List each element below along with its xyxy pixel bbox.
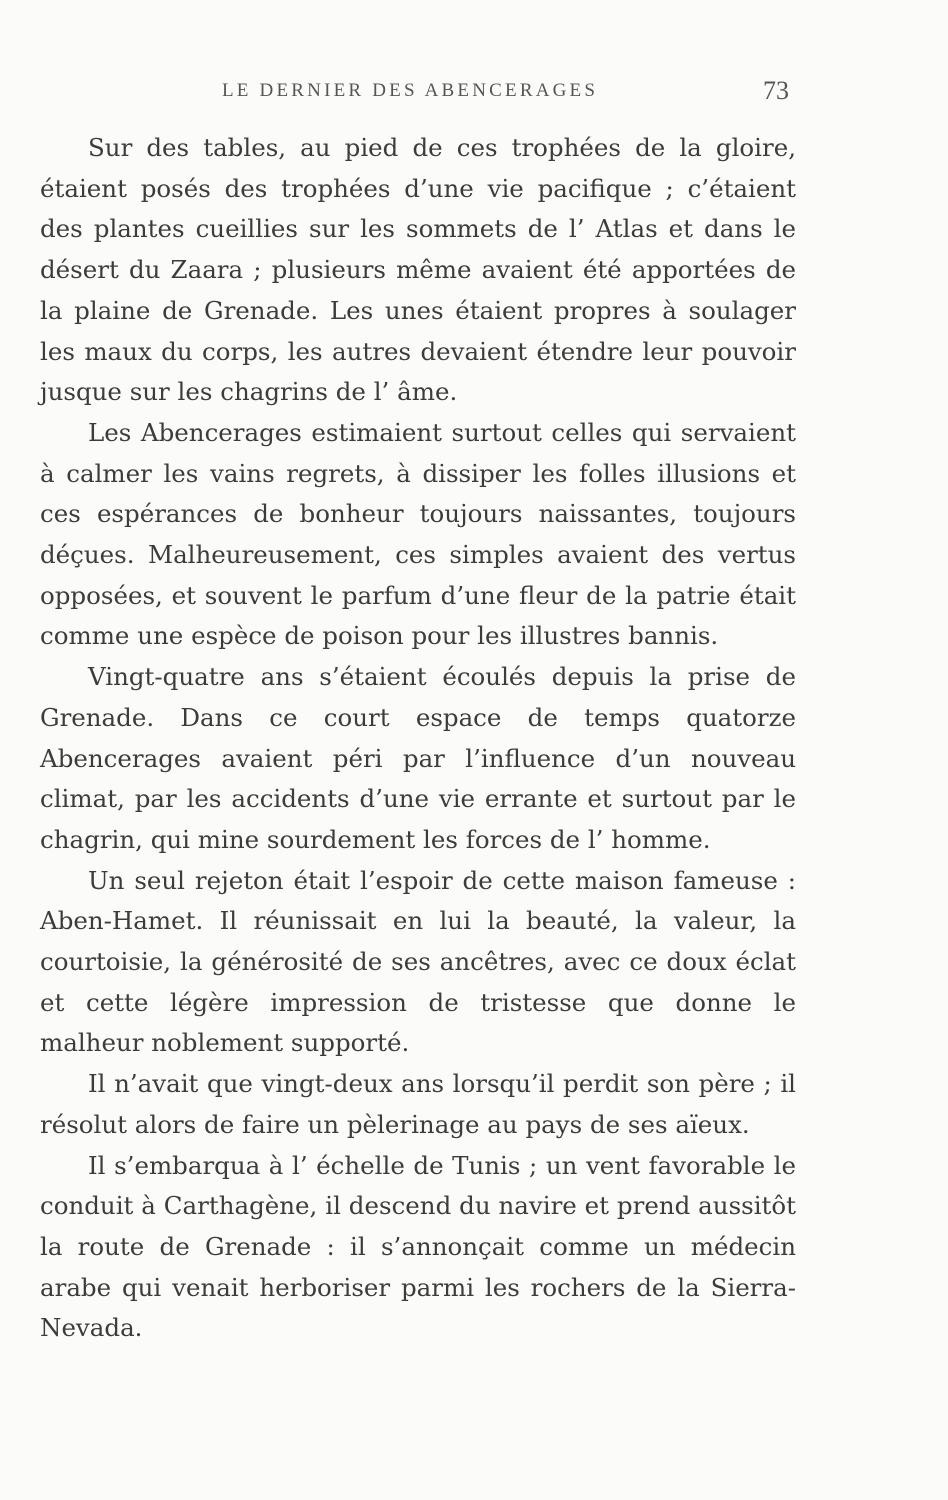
paragraph-5: Il n’avait que vingt-deux ans lorsqu’il perdit son père ; il résolut alors de faire un pèlerinage au pays de ses aïeux.: [40, 1069, 796, 1139]
page-number: 73: [763, 76, 789, 105]
paragraph-2: Les Abencerages estimaient surtout celles qui servaient à calmer les vains regrets, à dissiper les folles illusions et ces espérances de bonheur toujours naissantes, toujours déçues. Malheureusement, ces simples avaient des vertus opposées, et souvent le parfum d’une fleur de la patrie était comme une espèce de poison pour les illustres bannis.: [40, 417, 796, 651]
paragraph-1: Sur des tables, au pied de ces trophées de la gloire, étaient posés des trophées d’une vie pacifique ; c’étaient des plantes cueillies sur les sommets de l’ Atlas et dans le désert du Zaara ; plusieurs même avaient été apportées de la plaine de Grenade. Les unes étaient propres à soulager les maux du corps, les autres devaient étendre leur pouvoir jusque sur les chagrins de l’ âme.: [40, 133, 796, 407]
paragraph-3: Vingt-quatre ans s’étaient écoulés depuis la prise de Grenade. Dans ce court espace de temps quatorze Abencerages avaient péri par l’influence d’un nouveau climat, par les accidents d’une vie errante et surtout par le chagrin, qui mine sourdement les forces de l’ homme.: [40, 662, 796, 854]
paragraph-6: Il s’embarqua à l’ échelle de Tunis ; un vent favorable le conduit à Carthagène, il descend du navire et prend aussitôt la route de Grenade : il s’annonçait comme un médecin arabe qui venait herboriser parmi les rochers de la Sierra-Nevada.: [40, 1150, 796, 1343]
paragraph-4: Un seul rejeton était l’espoir de cette maison fameuse : Aben-Hamet. Il réunissait en lui la beauté, la valeur, la courtoisie, la générosité de ses ancêtres, avec ce doux éclat et cette légère impression de tristesse que donne le malheur noblement supporté.: [40, 865, 796, 1058]
body-text: [40, 128, 796, 1349]
running-title: LE DERNIER DES ABENCERAGES: [222, 80, 599, 101]
